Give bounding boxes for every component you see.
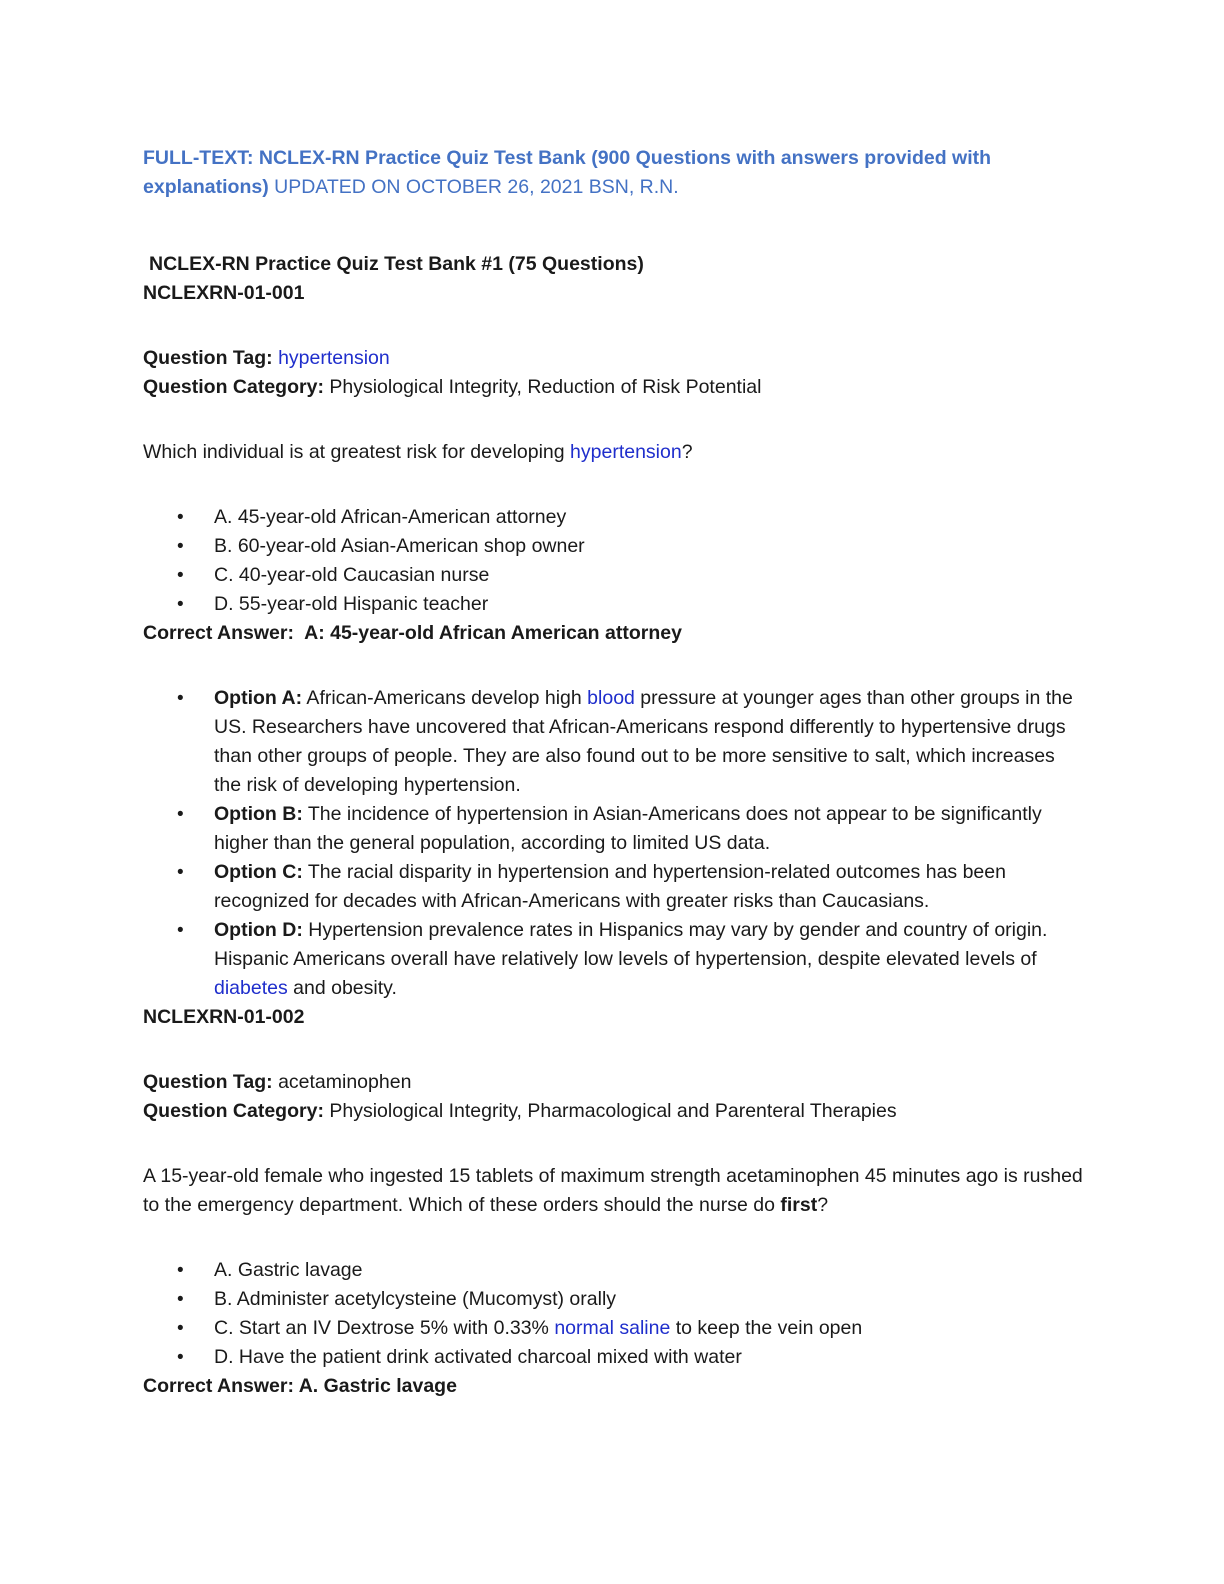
question-category-value: Physiological Integrity, Reduction of Risk Potential: [329, 376, 762, 398]
document-title-updated: UPDATED ON OCTOBER 26, 2021 BSN, R.N.: [268, 176, 679, 198]
question-stem-text: Which individual is at greatest risk for developing: [143, 441, 571, 463]
question-category-label: Question Category:: [143, 1100, 324, 1122]
explanation-text: pressure at younger ages than other groups in the US. Researchers have uncovered that African-Americans respond differently to hypertensive drugs than other groups of people. They are also found out to be more sensitive to salt, which increases the risk of developing hypertension.: [214, 687, 1073, 796]
question-id: NCLEXRN-01-001: [143, 282, 305, 304]
answer-option: • D. Have the patient drink activated charcoal mixed with water: [143, 1343, 1083, 1372]
explanation-link[interactable]: diabetes: [214, 977, 288, 999]
explanation-label: Option C:: [214, 861, 303, 883]
answer-option: • A. Gastric lavage: [143, 1256, 1083, 1285]
explanation-label: Option A:: [214, 687, 303, 709]
question-category: [143, 373, 1083, 402]
explanation-item: [143, 858, 1083, 916]
answer-option: • B. 60-year-old Asian-American shop owner: [143, 532, 1083, 561]
explanation-text: African-Americans develop high: [302, 687, 588, 709]
explanation-text: The incidence of hypertension in Asian-Americans does not appear to be significantly higher than the general population, according to limited US data.: [214, 803, 1042, 854]
correct-answer-label: Correct Answer:: [143, 1375, 294, 1397]
answer-option-link[interactable]: normal saline: [554, 1317, 671, 1339]
explanation-item: [143, 684, 1083, 800]
question-tag-label: Question Tag:: [143, 347, 273, 369]
correct-answer-label: Correct Answer:: [143, 622, 294, 644]
document-title-bold: FULL-TEXT: NCLEX-RN Practice Quiz Test Bank (900 Questions with answers provided with explanations): [143, 147, 992, 198]
answer-option-text: to keep the vein open: [670, 1317, 863, 1339]
correct-answer-value: A: 45-year-old African American attorney: [304, 622, 682, 644]
explanation-text: Hypertension prevalence rates in Hispanics may vary by gender and country of origin. Hispanic Americans overall have relatively low levels of hypertension, despite elevated levels of: [214, 919, 1048, 970]
question-stem-emphasis: first: [780, 1194, 818, 1216]
explanation-text: and obesity.: [287, 977, 397, 999]
answer-option-text: C. Start an IV Dextrose 5% with 0.33%: [214, 1317, 555, 1339]
answer-options-list: [143, 1256, 1083, 1372]
question-tag: [143, 1068, 1083, 1097]
test-bank-title: NCLEX-RN Practice Quiz Test Bank #1 (75 Questions): [149, 253, 644, 275]
document-title: [143, 144, 1083, 202]
question-stem-text: A 15-year-old female who ingested 15 tablets of maximum strength acetaminophen 45 minutes ago is rushed to the emergency department. Which of these orders should the nurse do: [143, 1165, 1083, 1216]
question-id: NCLEXRN-01-002: [143, 1006, 305, 1028]
question-tag-link[interactable]: hypertension: [278, 347, 390, 369]
correct-answer-value: A. Gastric lavage: [298, 1375, 457, 1397]
explanation-item: [143, 800, 1083, 858]
explanations-list: [143, 684, 1083, 1003]
explanation-text: The racial disparity in hypertension and hypertension-related outcomes has been recognized for decades with African-Americans with greater risks than Caucasians.: [214, 861, 1006, 912]
correct-answer: [143, 619, 1083, 648]
question-stem-end: ?: [817, 1194, 829, 1216]
explanation-label: Option B:: [214, 803, 303, 825]
question-stem-end: ?: [681, 441, 693, 463]
answer-option: • D. 55-year-old Hispanic teacher: [143, 590, 1083, 619]
question-stem: [143, 1162, 1083, 1220]
answer-options-list: [143, 503, 1083, 619]
answer-option: [143, 1314, 1083, 1343]
answer-option: • B. Administer acetylcysteine (Mucomyst) orally: [143, 1285, 1083, 1314]
explanation-item: [143, 916, 1083, 1003]
question-category-value: Physiological Integrity, Pharmacological and Parenteral Therapies: [329, 1100, 897, 1122]
explanation-link[interactable]: blood: [587, 687, 635, 709]
question-stem-link[interactable]: hypertension: [570, 441, 682, 463]
question-tag: [143, 344, 1083, 373]
question-tag-value: acetaminophen: [278, 1071, 412, 1093]
answer-option: • C. 40-year-old Caucasian nurse: [143, 561, 1083, 590]
question-category-label: Question Category:: [143, 376, 324, 398]
explanation-label: Option D:: [214, 919, 303, 941]
answer-option: • A. 45-year-old African-American attorney: [143, 503, 1083, 532]
question-stem: [143, 438, 1083, 467]
document-page: [143, 144, 1083, 1401]
question-tag-label: Question Tag:: [143, 1071, 273, 1093]
correct-answer: [143, 1372, 1083, 1401]
question-category: [143, 1097, 1083, 1126]
